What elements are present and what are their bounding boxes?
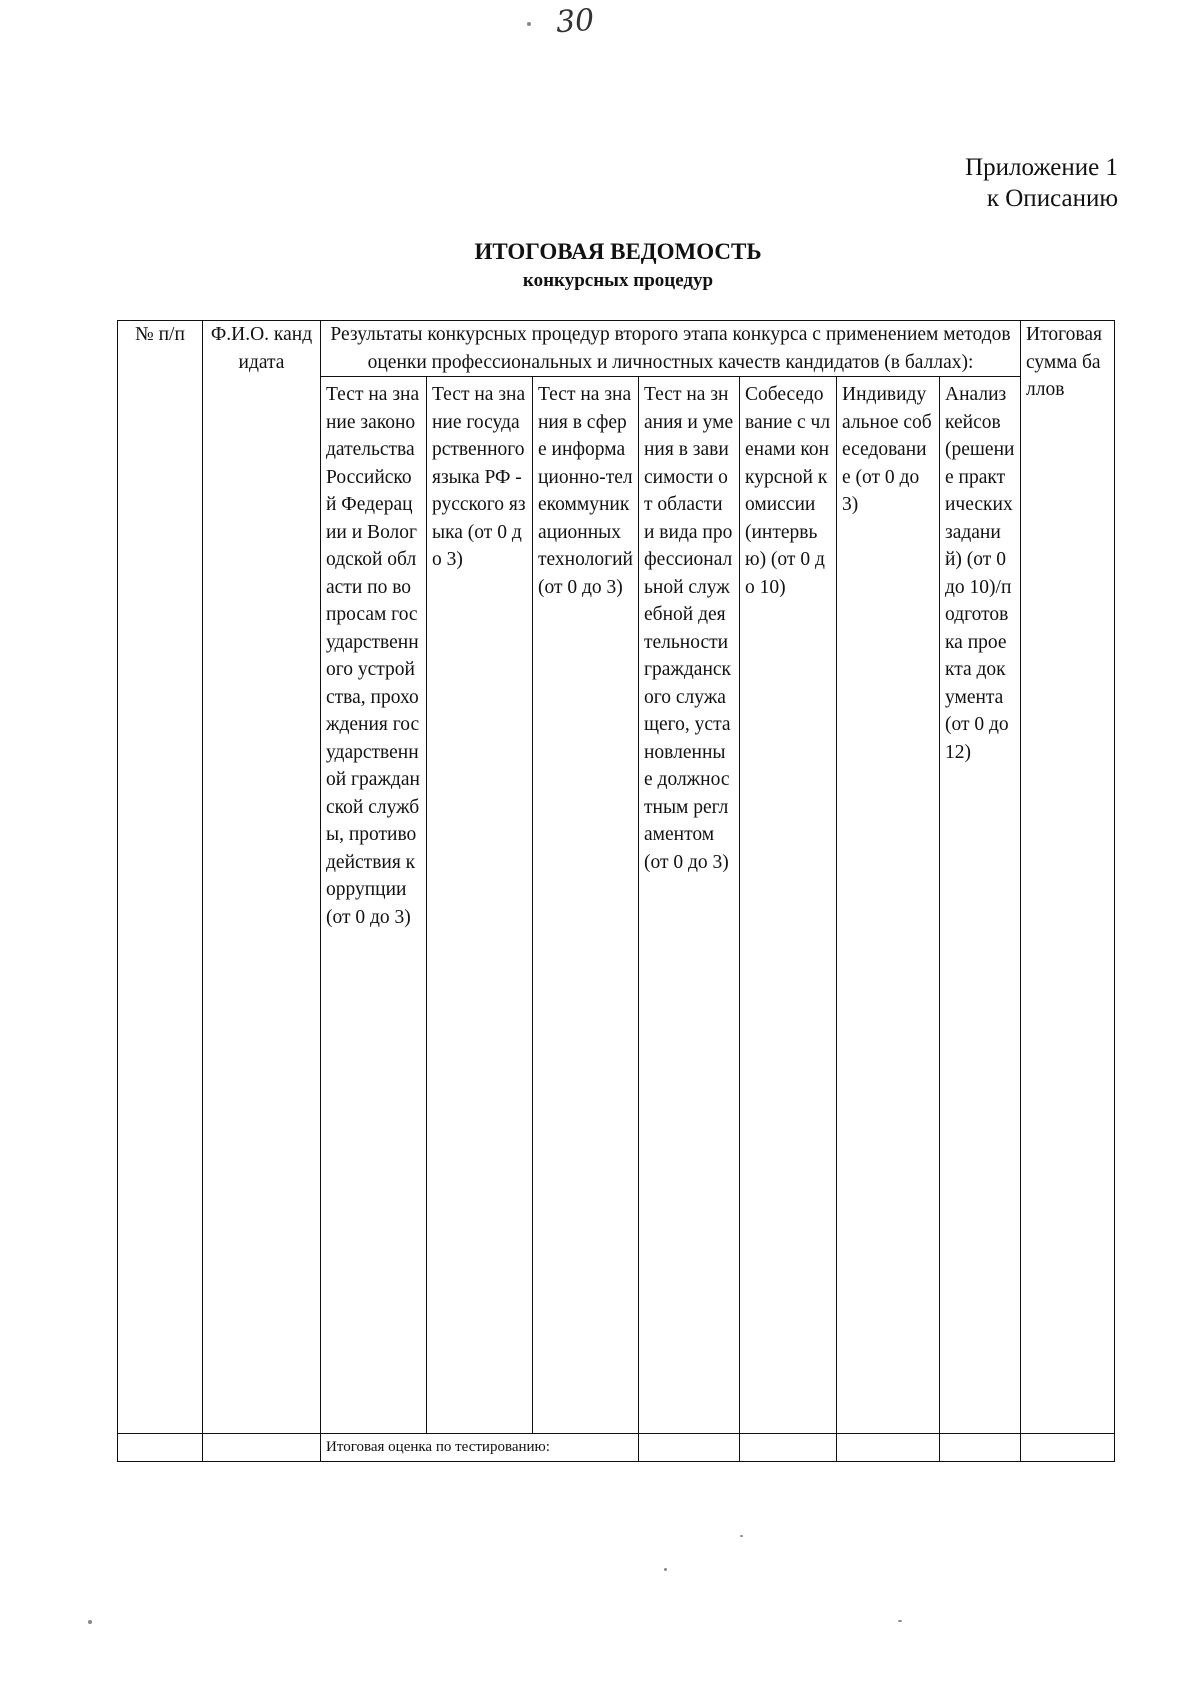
total-row-cell-5[interactable] [740, 1434, 837, 1462]
header-case-analysis: Анализ кейсов (решение практических заданий) (от 0 до 10)/подготовка проекта документа (от 0 до 12) [940, 377, 1021, 1434]
total-row-cell-6[interactable] [837, 1434, 940, 1462]
scan-speck [664, 1568, 667, 1571]
scan-speck [740, 1535, 743, 1537]
header-candidate-name: Ф.И.О. кандидата [203, 321, 321, 1434]
header-test-professional: Тест на знания и умения в зависимости от области и вида профессиональной служебной деятельности гражданского служащего, установленные должностным регламентом (от 0 до 3) [639, 377, 740, 1434]
total-row [118, 1434, 1115, 1462]
scan-speck [527, 22, 531, 26]
total-row-label: Итоговая оценка по тестированию: [321, 1434, 639, 1462]
header-row [118, 321, 1115, 377]
total-row-sum-cell[interactable] [1021, 1434, 1115, 1462]
annex-line-1: Приложение 1 [965, 154, 1118, 181]
header-test-legislation: Тест на знание законодательства Российской Федерации и Вологодской области по вопросам государственного устройства, прохождения государственной гражданской службы, противодействия коррупции (от 0 до 3) [321, 377, 427, 1434]
header-interview-commission: Собеседование с членами конкурсной комиссии (интервью) (от 0 до 10) [740, 377, 837, 1434]
document-subtitle: конкурсных процедур [522, 270, 714, 291]
annex-reference [965, 152, 1118, 214]
header-results-group: Результаты конкурсных процедур второго этапа конкурса с применением методов оценки профессиональных и личностных качеств кандидатов (в баллах): [321, 321, 1021, 377]
header-test-ict: Тест на знания в сфере информационно-телекоммуникационных технологий (от 0 до 3) [533, 377, 639, 1434]
total-row-cell-4[interactable] [639, 1434, 740, 1462]
total-row-cell-7[interactable] [940, 1434, 1021, 1462]
total-row-number-cell[interactable] [118, 1434, 203, 1462]
handwritten-page-number: 30 [554, 2, 596, 41]
header-test-russian-language: Тест на знание государственного языка РФ - русского языка (от 0 до 3) [427, 377, 533, 1434]
annex-line-2: к Описанию [986, 185, 1118, 212]
document-title: ИТОГОВАЯ ВЕДОМОСТЬ [474, 239, 762, 264]
header-individual-interview: Индивидуальное собеседование (от 0 до 3) [837, 377, 940, 1434]
scan-speck [88, 1620, 92, 1624]
results-table [117, 320, 1115, 1462]
header-number: № п/п [118, 321, 203, 1434]
total-row-name-cell[interactable] [203, 1434, 321, 1462]
header-total-score: Итоговая сумма баллов [1021, 321, 1115, 1434]
scan-speck [898, 1620, 902, 1622]
